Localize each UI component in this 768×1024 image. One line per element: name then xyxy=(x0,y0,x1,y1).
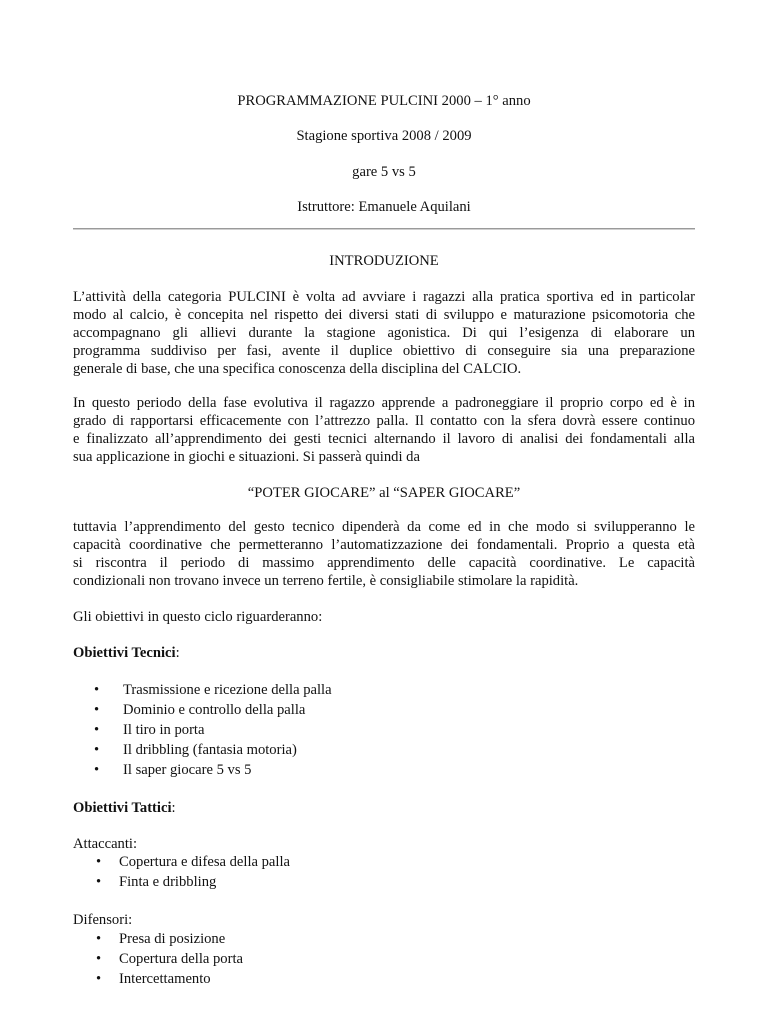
paragraph-line: sua applicazione in giochi e situazioni. Si passerà quindi da xyxy=(73,449,420,465)
bullet-icon: • xyxy=(94,722,100,738)
bullet-icon: • xyxy=(96,931,102,947)
tactical-objectives-heading xyxy=(73,799,176,817)
document-title: PROGRAMMAZIONE PULCINI 2000 – 1° anno xyxy=(237,93,531,109)
motto-line: “POTER GIOCARE” al “SAPER GIOCARE” xyxy=(247,485,521,501)
list-item-label: Dominio e controllo della palla xyxy=(123,702,306,718)
paragraph-line: modo al calcio, è concepita nel rispetto dei diversi stati di sviluppo e maturazione psicomotoria che xyxy=(73,307,695,323)
list-item-label: Il tiro in porta xyxy=(123,722,205,738)
intro-paragraph-2 xyxy=(73,394,695,466)
paragraph-line: generale di base, che una specifica conoscenza della disciplina del CALCIO. xyxy=(73,361,522,377)
paragraph-line: L’attività della categoria PULCINI è volta ad avviare i ragazzi alla pratica sportiva ed in particolar xyxy=(73,289,695,305)
bullet-icon: • xyxy=(94,682,100,698)
list-item-label: Il dribbling (fantasia motoria) xyxy=(123,742,297,758)
season-line: Stagione sportiva 2008 / 2009 xyxy=(296,128,472,144)
list-item-label: Copertura della porta xyxy=(119,951,243,967)
intro-heading: INTRODUZIONE xyxy=(329,253,439,269)
intro-paragraph-3 xyxy=(73,518,695,590)
heading-colon: : xyxy=(175,645,180,661)
heading-colon: : xyxy=(171,800,176,816)
paragraph-line: accompagnano gli allievi durante la stagione agonistica. Di qui l’esigenza di elaborare un xyxy=(73,325,695,341)
instructor-line: Istruttore: Emanuele Aquilani xyxy=(297,199,471,215)
bullet-icon: • xyxy=(96,854,102,870)
paragraph-line: si riscontra il periodo di massimo apprendimento delle capacità coordinative. Le capacità xyxy=(73,555,695,571)
horizontal-divider xyxy=(73,228,695,230)
paragraph-line: In questo periodo della fase evolutiva il ragazzo apprende a padroneggiare il proprio corpo ed è in xyxy=(73,395,695,411)
bullet-icon: • xyxy=(94,742,100,758)
bullet-icon: • xyxy=(94,762,100,778)
list-item-label: Intercettamento xyxy=(119,971,211,987)
technical-heading-text: Obiettivi Tecnici xyxy=(73,645,176,661)
paragraph-line: condizionali non trovano invece un terreno fertile, è consigliabile stimolare la rapidità. xyxy=(73,573,579,589)
paragraph-line: tuttavia l’apprendimento del gesto tecnico dipenderà da come ed in che modo si svilupperanno le xyxy=(73,519,695,535)
bullet-icon: • xyxy=(96,874,102,890)
bullet-icon: • xyxy=(96,971,102,987)
list-item-label: Copertura e difesa della palla xyxy=(119,854,290,870)
defenders-label: Difensori: xyxy=(73,912,133,928)
list-item-label: Finta e dribbling xyxy=(119,874,217,890)
list-item-label: Trasmissione e ricezione della palla xyxy=(123,682,332,698)
attackers-label: Attaccanti: xyxy=(73,836,138,852)
paragraph-line: e finalizzato all’apprendimento dei gesti tecnici alternando il lavoro di analisi dei fondamentali alla xyxy=(73,431,695,447)
list-item-label: Presa di posizione xyxy=(119,931,226,947)
tactical-heading-text: Obiettivi Tattici xyxy=(73,800,172,816)
objectives-intro: Gli obiettivi in questo ciclo riguarderanno: xyxy=(73,609,323,625)
paragraph-line: programma suddiviso per fasi, avente il duplice obiettivo di conseguire sia una preparazione xyxy=(73,343,695,359)
bullet-icon: • xyxy=(94,702,100,718)
intro-paragraph-1 xyxy=(73,288,695,378)
paragraph-line: grado di rapportarsi efficacemente con l’attrezzo palla. Il contatto con la sfera dovrà essere continuo xyxy=(73,413,695,429)
technical-objectives-heading xyxy=(73,644,180,662)
matches-line: gare 5 vs 5 xyxy=(352,164,416,180)
bullet-icon: • xyxy=(96,951,102,967)
list-item-label: Il saper giocare 5 vs 5 xyxy=(123,762,252,778)
paragraph-line: capacità coordinative che permetteranno l’automatizzazione dei fondamentali. Proprio a questa età xyxy=(73,537,695,553)
